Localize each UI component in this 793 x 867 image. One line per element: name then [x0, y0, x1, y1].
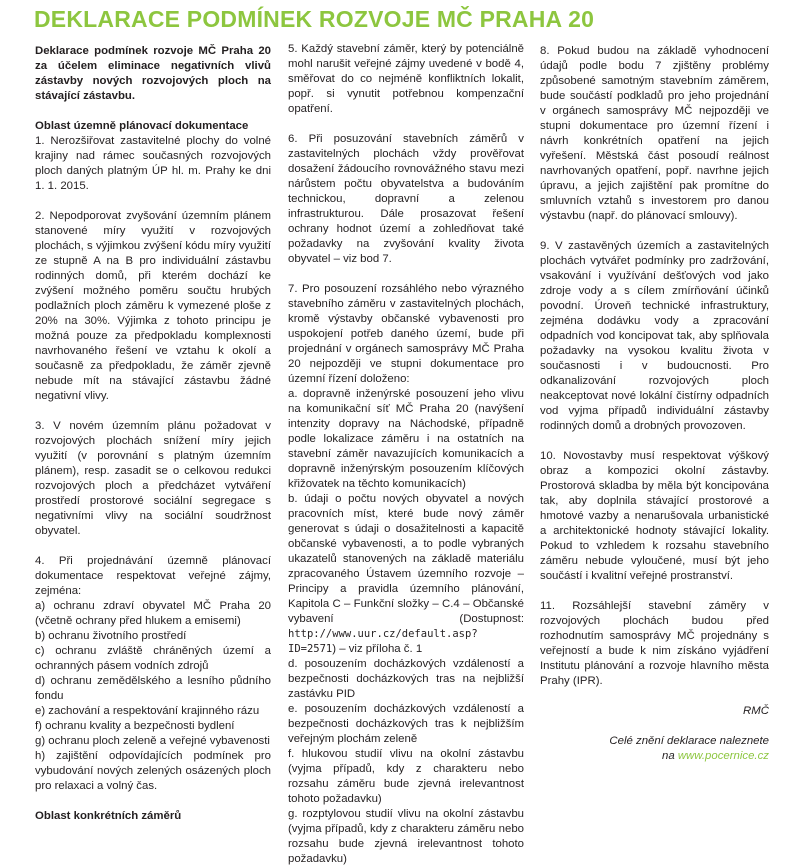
point-5-continued: 5. Každý stavební záměr, který by potenciálně mohl narušit veřejné zájmy uvedené v bodě 4, směřovat do co nejméně konfliktních lokalit, popř. si vynutit potřebnou kompenzační opatření.: [288, 43, 524, 115]
point-4-item-h: h) zajištění odpovídajících podmínek pro vybudování nových zelených osázených ploch pro relaxaci a volný čas.: [35, 750, 271, 792]
point-1: 1. Nerozšiřovat zastavitelné plochy do volné krajiny nad rámec současných rozvojových ploch daných platným ÚP hl. m. Prahy ke dni 1. 1. 2015.: [35, 135, 271, 192]
point-4-item-g: g) ochranu ploch zeleně a veřejné vybavenosti: [35, 735, 270, 747]
point-7d: d. posouzením docházkových vzdáleností a bezpečnosti docházkových tras na nejbližší zastávku PID: [288, 658, 524, 700]
footer-note: Celé znění deklarace naleznete: [609, 735, 769, 747]
point-7b-text: b. údaji o počtu nových obyvatel a nových pracovních míst, které bude nový záměr generovat s údaji o dosažitelnosti a kapacitě občanské vybavenosti, a to podle vybraných ukazatelů stanovených na základě materiálu zpracovaného Ústavem územního rozvoje – Principy a pravidla územního plánování, Kapitola C – Funkční složky – C.4 – Občanské vybavení (Dostupnost:: [288, 493, 524, 625]
point-4-item-f: f) ochranu kvality a bezpečnosti bydlení: [35, 720, 235, 732]
point-4-item-d: d) ochranu zemědělského a lesního půdního fondu: [35, 675, 271, 702]
footer-prefix: na: [661, 750, 678, 762]
page-title: DEKLARACE PODMÍNEK ROZVOJE MČ PRAHA 20: [34, 6, 595, 32]
point-9: 9. V zastavěných územích a zastavitelných plochách vytvářet podmínky pro zadržování, vsakování i využívání dešťových vod jako zdroje vody a s cílem zmírňování účinků povodní. Úroveň technické infrastruktury, zejména dodávku vody a zpracování odpadních vod koncipovat tak, aby splňovala požadavky na vysokou kvalitu života v současnosti i v budoucnosti. Pro odkanalizování rozvojových ploch neakceptovat nové lokální čistírny odpadních vod vyjma případů individuální zástavby rodinných domů a drobných provozoven.: [540, 240, 769, 432]
point-6: 6. Při posuzování stavebních záměrů v zastavitelných plochách vždy prověřovat dosažení žádoucího rovnovážného stavu mezi nárůstem počtu obyvatelstva a budováním technickou, dopravní a zelenou infrastrukturou. Dále prosazovat řešení ochrany hodnot území a zohledňovat také požadavky na zvyšování kvality života obyvatel – viz bod 7.: [288, 133, 524, 265]
point-8: 8. Pokud budou na základě vyhodnocení údajů podle bodu 7 zjištěny problémy způsobené samotným stavebním záměrem, bude součástí podkladů pro jeho projednání v orgánech samosprávy MČ nejpozději ve stupni dokumentace pro územní řízení i návrh konkrétních opatření na jejich vyřešení. Městská část posoudí reálnost navrhovaných opatření, popř. navrhne jejich úpravu, a jejich zajištění pak promítne do smluvních vztahů s investorem pro danou výstavbu (např. do plánovací smlouvy).: [540, 45, 769, 222]
point-7b-url[interactable]: http://www.uur.cz/default.asp?ID=2571: [288, 628, 478, 655]
point-7b: [288, 492, 524, 657]
point-7a: a. dopravně inženýrské posouzení jeho vlivu na komunikační síť MČ Praha 20 (navýšení intenzity dopravy na Náchodské, případně podle lokalizace záměru i na ostatních na stavební záměr navazujících komunikacích a dopravně inženýrským posouzením klíčových křižovatek na těchto komunikacích): [288, 388, 524, 490]
section-heading-projects: Oblast konkrétních záměrů: [35, 810, 182, 822]
point-10: 10. Novostavby musí respektovat výškový obraz a kompozici okolní zástavby. Prostorová skladba by měla být koncipována tak, aby doplnila stávající prostorové a hmotové vazby a nenarušovala urbanistické a architektonické hodnoty stávající lokality. Pokud to vzhledem k rozsahu stavebního záměru nebude vyloučené, musí být jeho součástí i kvalitní veřejné prostranství.: [540, 450, 769, 582]
point-11: 11. Rozsáhlejší stavební záměry v rozvojových plochách budou před rozhodnutím samosprávy MČ projednány s veřejností a bude k nim získáno vyjádření Institutu plánování a rozvoje hlavního města Prahy (IPR).: [540, 600, 769, 687]
column-3: [540, 44, 769, 764]
column-2: [288, 44, 524, 867]
section-heading-planning: Oblast územně plánovací dokumentace: [35, 120, 249, 132]
point-7f: f. hlukovou studií vlivu na okolní zástavbu (vyjma případů, kdy z charakteru nebo rozsahu záměru bude zjevná irelevantnost tohoto požadavku): [288, 748, 524, 805]
website-link[interactable]: www.pocernice.cz: [677, 750, 769, 762]
signature: RMČ: [743, 705, 769, 717]
point-7-intro: 7. Pro posouzení rozsáhlého nebo výrazného stavebního záměru v zastavitelných plochách, kromě výstavby občanské vybavenosti pro uspokojení potřeb daného území, bude při projednání v orgánech samosprávy MČ Praha 20 nejpozději ve stupni dokumentace pro územní řízení doloženo:: [288, 283, 524, 385]
point-7e: e. posouzením docházkových vzdáleností a bezpečnosti docházkových tras k nejbližším veřejným plochám zeleně: [288, 703, 524, 745]
point-7g: g. rozptylovou studií vlivu na okolní zástavbu (vyjma případů, kdy z charakteru záměru nebo rozsahu bude zjevná irelevantnost tohoto požadavku): [288, 808, 524, 865]
point-4-item-b: b) ochranu životního prostředí: [35, 630, 187, 642]
point-4-item-e: e) zachování a respektování krajinného rázu: [35, 705, 260, 717]
point-7b-tail: ) – viz příloha č. 1: [332, 643, 423, 655]
point-2: 2. Nepodporovat zvyšování územním plánem stanovené míry využití v rozvojových plochách, s výjimkou zvýšení kódu míry využití ze stupně A na B pro individuální zástavbu rodinných domů, při kterém dochází ke zvýšení možného poměru součtu hrubých podlažních ploch záměru k vymezené ploše z 20% na 30%. Výjimka z tohoto principu je možná pouze za předpokladu komplexnosti navrhovaného řešení ve vztahu k okolí a současně za předpokladu, že záměr zjevně nebude mít na stávající zástavbu žádné negativní vlivy.: [35, 210, 271, 402]
point-3: 3. V novém územním plánu požadovat v rozvojových plochách snížení míry jejich využití (v porovnání s platným územním plánem), resp. zasadit se o celkovou redukci rozvojových ploch a předcházet vytváření prostředí prostorové sociální segregace s negativními vlivy na sociální soudržnost obyvatel.: [35, 420, 271, 537]
column-1: [35, 44, 271, 824]
point-4-item-a: a) ochranu zdraví obyvatel MČ Praha 20 (včetně ochrany před hlukem a emisemi): [35, 600, 271, 627]
intro-paragraph: Deklarace podmínek rozvoje MČ Praha 20 za účelem eliminace negativních vlivů zástavby nových rozvojových ploch na stávající zástavbu.: [35, 45, 271, 102]
point-4-intro: 4. Při projednávání územně plánovací dokumentace respektovat veřejné zájmy, zejména:: [35, 555, 271, 597]
point-4-item-c: c) ochranu zvláště chráněných území a ochranných pásem vodních zdrojů: [35, 645, 271, 672]
footer-link-line: [540, 749, 769, 764]
